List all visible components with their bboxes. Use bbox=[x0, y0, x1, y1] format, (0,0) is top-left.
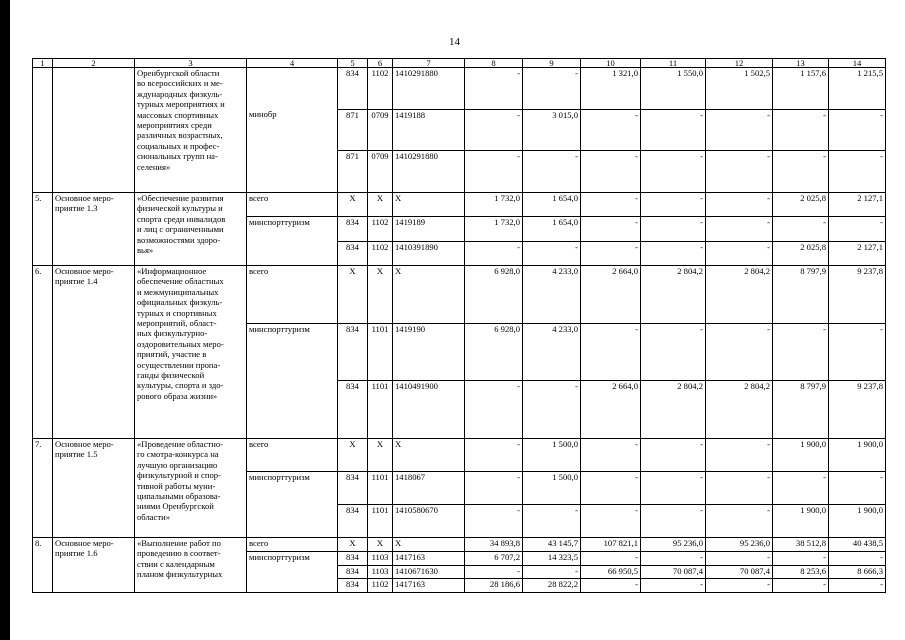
code-cell: X bbox=[338, 538, 368, 552]
amount-cell: 43 145,7 bbox=[523, 538, 581, 552]
executor-cell bbox=[247, 68, 338, 110]
code-cell: 1103 bbox=[368, 551, 393, 565]
measure-name-cell: «Проведение областно- го смотра-конкурса на лучшую организацию физкультурной и спор- тивной работы муни- ципальными образова- ниями Оренбургской области» bbox=[135, 439, 247, 538]
amount-cell: - bbox=[706, 439, 773, 472]
amount-cell: - bbox=[465, 472, 523, 505]
code-cell: 834 bbox=[338, 323, 368, 381]
amount-cell: - bbox=[773, 472, 829, 505]
code-cell: X bbox=[393, 439, 465, 472]
amount-cell: - bbox=[523, 505, 581, 538]
amount-cell: 28 822,2 bbox=[523, 579, 581, 593]
page-number: 14 bbox=[449, 36, 460, 48]
code-cell: X bbox=[393, 193, 465, 217]
amount-cell: - bbox=[523, 565, 581, 579]
executor-cell bbox=[247, 565, 338, 579]
amount-cell: 66 950,5 bbox=[581, 565, 641, 579]
code-cell: 1419189 bbox=[393, 217, 465, 241]
code-cell: 1410491900 bbox=[393, 381, 465, 439]
code-cell: X bbox=[338, 193, 368, 217]
amount-cell: 95 236,0 bbox=[706, 538, 773, 552]
code-cell: 834 bbox=[338, 472, 368, 505]
row-number-cell bbox=[33, 68, 53, 193]
amount-cell: - bbox=[829, 551, 886, 565]
code-cell: 1102 bbox=[368, 217, 393, 241]
code-cell: 1417163 bbox=[393, 551, 465, 565]
code-cell: 834 bbox=[338, 505, 368, 538]
table-row bbox=[33, 193, 886, 217]
code-cell: X bbox=[368, 266, 393, 324]
amount-cell: - bbox=[829, 217, 886, 241]
code-cell: 1101 bbox=[368, 381, 393, 439]
code-cell: 834 bbox=[338, 241, 368, 265]
code-cell: 834 bbox=[338, 551, 368, 565]
amount-cell: 1 732,0 bbox=[465, 193, 523, 217]
amount-cell: 2 804,2 bbox=[706, 381, 773, 439]
amount-cell: - bbox=[465, 505, 523, 538]
executor-cell: всего bbox=[247, 538, 338, 552]
code-cell: 834 bbox=[338, 579, 368, 593]
table-row bbox=[33, 266, 886, 324]
amount-cell: - bbox=[706, 241, 773, 265]
amount-cell: 1 500,0 bbox=[523, 439, 581, 472]
amount-cell: - bbox=[641, 151, 706, 193]
amount-cell: 6 707,2 bbox=[465, 551, 523, 565]
code-cell: 1410291880 bbox=[393, 151, 465, 193]
amount-cell: 1 215,5 bbox=[829, 68, 886, 110]
amount-cell: 2 804,2 bbox=[706, 266, 773, 324]
amount-cell: - bbox=[523, 241, 581, 265]
amount-cell: - bbox=[641, 323, 706, 381]
code-cell: 1102 bbox=[368, 241, 393, 265]
code-cell: X bbox=[368, 538, 393, 552]
executor-cell bbox=[247, 579, 338, 593]
amount-cell: - bbox=[523, 381, 581, 439]
table-row bbox=[33, 68, 886, 110]
executor-cell: всего bbox=[247, 266, 338, 324]
amount-cell: - bbox=[706, 217, 773, 241]
code-cell: 834 bbox=[338, 565, 368, 579]
amount-cell: - bbox=[581, 505, 641, 538]
code-cell: X bbox=[338, 439, 368, 472]
measure-name-cell: «Информационное обеспечение областных и межмуниципальных официальных физкуль- турных и спортивных мероприятий, област- ных физкультурно- оздоровительных меро- приятий, участие в осуществлении пропа- ганды физической культуры, спорта и здо- рового образа жизни» bbox=[135, 266, 247, 439]
amount-cell: 1 900,0 bbox=[829, 439, 886, 472]
amount-cell: - bbox=[581, 579, 641, 593]
amount-cell: - bbox=[706, 579, 773, 593]
amount-cell: 2 664,0 bbox=[581, 381, 641, 439]
amount-cell: 28 186,6 bbox=[465, 579, 523, 593]
code-cell: 1101 bbox=[368, 505, 393, 538]
amount-cell: - bbox=[829, 472, 886, 505]
table-row bbox=[33, 439, 886, 472]
amount-cell: 9 237,8 bbox=[829, 381, 886, 439]
amount-cell: 2 127,1 bbox=[829, 241, 886, 265]
amount-cell: 1 157,6 bbox=[773, 68, 829, 110]
amount-cell: - bbox=[581, 323, 641, 381]
amount-cell: 6 928,0 bbox=[465, 323, 523, 381]
amount-cell: - bbox=[773, 579, 829, 593]
code-cell: 871 bbox=[338, 109, 368, 151]
measure-type-cell: Основное меро- приятие 1.5 bbox=[53, 439, 135, 538]
amount-cell: - bbox=[581, 472, 641, 505]
code-cell: 1101 bbox=[368, 323, 393, 381]
code-cell: 1101 bbox=[368, 472, 393, 505]
code-cell: 1419190 bbox=[393, 323, 465, 381]
header-cell: 1 bbox=[33, 59, 53, 68]
executor-cell: минспорттуризм bbox=[247, 551, 338, 565]
amount-cell: - bbox=[581, 151, 641, 193]
amount-cell: - bbox=[829, 109, 886, 151]
code-cell: X bbox=[368, 439, 393, 472]
code-cell: 834 bbox=[338, 217, 368, 241]
measure-name-cell: «Выполнение работ по проведению в соответ- ствии с календарным планом физкультурных bbox=[135, 538, 247, 593]
amount-cell: 14 323,5 bbox=[523, 551, 581, 565]
amount-cell: 1 321,0 bbox=[581, 68, 641, 110]
amount-cell: - bbox=[706, 472, 773, 505]
executor-cell bbox=[247, 505, 338, 538]
amount-cell: - bbox=[465, 241, 523, 265]
amount-cell: 2 804,2 bbox=[641, 266, 706, 324]
executor-cell bbox=[247, 241, 338, 265]
row-number-cell: 7. bbox=[33, 439, 53, 538]
header-cell: 6 bbox=[368, 59, 393, 68]
header-cell: 8 bbox=[465, 59, 523, 68]
page-left-edge-bar bbox=[0, 0, 10, 640]
amount-cell: - bbox=[641, 217, 706, 241]
header-cell: 12 bbox=[706, 59, 773, 68]
header-cell: 9 bbox=[523, 59, 581, 68]
amount-cell: - bbox=[641, 472, 706, 505]
amount-cell: 4 233,0 bbox=[523, 323, 581, 381]
amount-cell: - bbox=[706, 551, 773, 565]
amount-cell: - bbox=[706, 505, 773, 538]
header-row bbox=[33, 59, 886, 68]
amount-cell: - bbox=[773, 551, 829, 565]
amount-cell: - bbox=[641, 579, 706, 593]
code-cell: 1419188 bbox=[393, 109, 465, 151]
amount-cell: 107 821,1 bbox=[581, 538, 641, 552]
amount-cell: - bbox=[706, 109, 773, 151]
row-number-cell: 8. bbox=[33, 538, 53, 593]
code-cell: 1102 bbox=[368, 579, 393, 593]
row-number-cell: 5. bbox=[33, 193, 53, 266]
table-row bbox=[33, 538, 886, 552]
amount-cell: 3 015,0 bbox=[523, 109, 581, 151]
amount-cell: 1 732,0 bbox=[465, 217, 523, 241]
amount-cell: 2 127,1 bbox=[829, 193, 886, 217]
header-cell: 2 bbox=[53, 59, 135, 68]
amount-cell: - bbox=[829, 151, 886, 193]
amount-cell: 1 502,5 bbox=[706, 68, 773, 110]
amount-cell: - bbox=[773, 217, 829, 241]
amount-cell: 1 900,0 bbox=[773, 439, 829, 472]
amount-cell: - bbox=[641, 241, 706, 265]
code-cell: 1410391890 bbox=[393, 241, 465, 265]
code-cell: 834 bbox=[338, 381, 368, 439]
amount-cell: 8 666,3 bbox=[829, 565, 886, 579]
budget-table bbox=[32, 58, 886, 593]
executor-cell: минспорттуризм bbox=[247, 323, 338, 381]
code-cell: X bbox=[393, 266, 465, 324]
amount-cell: - bbox=[465, 565, 523, 579]
code-cell: 1410671630 bbox=[393, 565, 465, 579]
measure-type-cell: Основное меро- приятие 1.6 bbox=[53, 538, 135, 593]
amount-cell: 1 900,0 bbox=[773, 505, 829, 538]
executor-cell: минобр bbox=[247, 109, 338, 151]
executor-cell: всего bbox=[247, 439, 338, 472]
amount-cell: 6 928,0 bbox=[465, 266, 523, 324]
amount-cell: - bbox=[641, 551, 706, 565]
amount-cell: 1 900,0 bbox=[829, 505, 886, 538]
executor-cell: всего bbox=[247, 193, 338, 217]
amount-cell: - bbox=[706, 193, 773, 217]
amount-cell: - bbox=[465, 439, 523, 472]
measure-name-cell: «Обеспечение развития физической культуры и спорта среди инвалидов и лиц с ограниченными возможностями здоро- вья» bbox=[135, 193, 247, 266]
amount-cell: 70 087,4 bbox=[641, 565, 706, 579]
measure-type-cell bbox=[53, 68, 135, 193]
measure-type-cell: Основное меро- приятие 1.3 bbox=[53, 193, 135, 266]
code-cell: 1417163 bbox=[393, 579, 465, 593]
code-cell: 1410580670 bbox=[393, 505, 465, 538]
amount-cell: 4 233,0 bbox=[523, 266, 581, 324]
header-cell: 13 bbox=[773, 59, 829, 68]
row-number-cell: 6. bbox=[33, 266, 53, 439]
amount-cell: 2 025,8 bbox=[773, 193, 829, 217]
amount-cell: - bbox=[465, 151, 523, 193]
amount-cell: 9 237,8 bbox=[829, 266, 886, 324]
header-cell: 14 bbox=[829, 59, 886, 68]
amount-cell: 2 664,0 bbox=[581, 266, 641, 324]
amount-cell: 95 236,0 bbox=[641, 538, 706, 552]
amount-cell: - bbox=[641, 193, 706, 217]
executor-cell bbox=[247, 151, 338, 193]
amount-cell: - bbox=[829, 323, 886, 381]
code-cell: X bbox=[393, 538, 465, 552]
executor-cell bbox=[247, 381, 338, 439]
amount-cell: 8 797,9 bbox=[773, 381, 829, 439]
measure-name-cell: Оренбургской области во всероссийских и ме- ждународных физкуль- турных мероприятиях и массовых спортивных мероприятиях среди различных возрастных, социальных и профес- сиональных групп на- селения» bbox=[135, 68, 247, 193]
amount-cell: - bbox=[641, 505, 706, 538]
code-cell: 1410291880 bbox=[393, 68, 465, 110]
amount-cell: - bbox=[706, 323, 773, 381]
amount-cell: - bbox=[829, 579, 886, 593]
header-cell: 10 bbox=[581, 59, 641, 68]
amount-cell: 2 804,2 bbox=[641, 381, 706, 439]
amount-cell: - bbox=[523, 151, 581, 193]
amount-cell: - bbox=[581, 241, 641, 265]
amount-cell: - bbox=[465, 109, 523, 151]
code-cell: 0709 bbox=[368, 151, 393, 193]
amount-cell: 8 797,9 bbox=[773, 266, 829, 324]
header-cell: 11 bbox=[641, 59, 706, 68]
amount-cell: - bbox=[773, 109, 829, 151]
amount-cell: - bbox=[641, 439, 706, 472]
amount-cell: 40 438,5 bbox=[829, 538, 886, 552]
amount-cell: - bbox=[581, 193, 641, 217]
code-cell: 0709 bbox=[368, 109, 393, 151]
amount-cell: 1 654,0 bbox=[523, 217, 581, 241]
amount-cell: 70 087,4 bbox=[706, 565, 773, 579]
amount-cell: - bbox=[581, 439, 641, 472]
amount-cell: - bbox=[523, 68, 581, 110]
amount-cell: - bbox=[465, 68, 523, 110]
amount-cell: 8 253,6 bbox=[773, 565, 829, 579]
code-cell: X bbox=[368, 193, 393, 217]
code-cell: X bbox=[338, 266, 368, 324]
amount-cell: - bbox=[581, 109, 641, 151]
header-cell: 5 bbox=[338, 59, 368, 68]
amount-cell: 1 654,0 bbox=[523, 193, 581, 217]
measure-type-cell: Основное меро- приятие 1.4 bbox=[53, 266, 135, 439]
amount-cell: 34 893,8 bbox=[465, 538, 523, 552]
amount-cell: - bbox=[581, 551, 641, 565]
code-cell: 834 bbox=[338, 68, 368, 110]
code-cell: 1418067 bbox=[393, 472, 465, 505]
code-cell: 871 bbox=[338, 151, 368, 193]
amount-cell: - bbox=[581, 217, 641, 241]
amount-cell: - bbox=[465, 381, 523, 439]
header-cell: 4 bbox=[247, 59, 338, 68]
code-cell: 1102 bbox=[368, 68, 393, 110]
amount-cell: - bbox=[773, 323, 829, 381]
amount-cell: 1 550,0 bbox=[641, 68, 706, 110]
amount-cell: - bbox=[706, 151, 773, 193]
amount-cell: 2 025,8 bbox=[773, 241, 829, 265]
header-cell: 7 bbox=[393, 59, 465, 68]
executor-cell: минспорттуризм bbox=[247, 217, 338, 241]
amount-cell: - bbox=[641, 109, 706, 151]
amount-cell: 38 512,8 bbox=[773, 538, 829, 552]
amount-cell: - bbox=[773, 151, 829, 193]
code-cell: 1103 bbox=[368, 565, 393, 579]
header-cell: 3 bbox=[135, 59, 247, 68]
executor-cell: минспорттуризм bbox=[247, 472, 338, 505]
amount-cell: 1 500,0 bbox=[523, 472, 581, 505]
